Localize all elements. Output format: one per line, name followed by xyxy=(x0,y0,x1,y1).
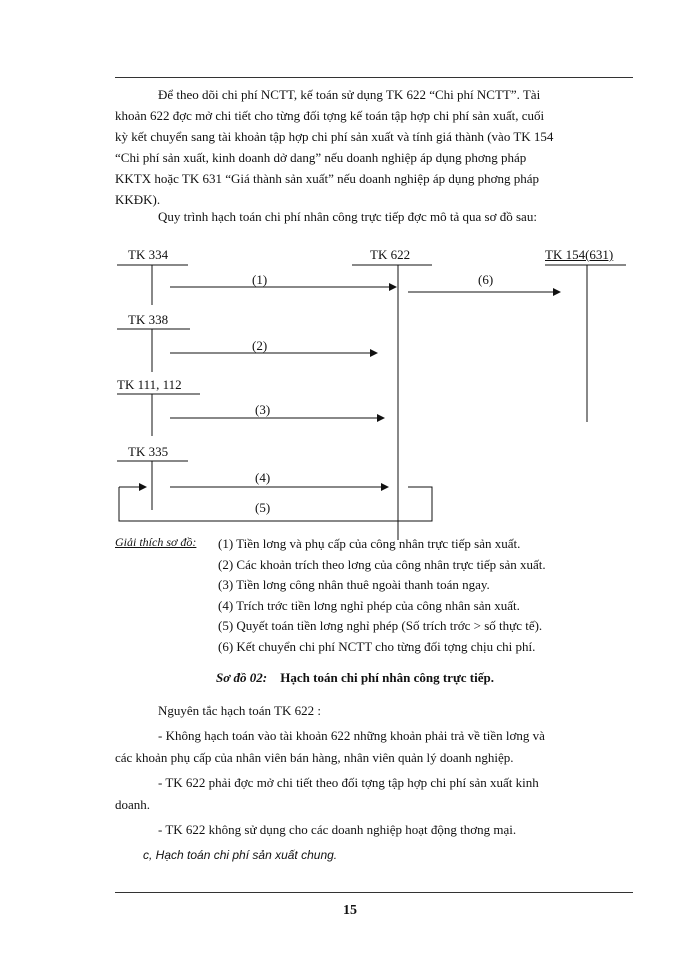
arrow-5-loop xyxy=(119,487,432,521)
flow-label-1: (1) xyxy=(252,272,268,287)
caption-title: Hạch toán chi phí nhân công trực tiếp. xyxy=(280,670,494,685)
paragraph-line: “Chi phí sản xuất, kinh doanh dở dang” nếu doanh nghiệp áp dụng phơng pháp xyxy=(115,150,527,165)
explanation-item: (4) Trích trớc tiền lơng nghỉ phép của công nhân sản xuất. xyxy=(218,597,520,613)
principles-line: - Không hạch toán vào tài khoản 622 những khoản phải trả về tiền lơng và xyxy=(158,728,545,743)
flow-label-6: (6) xyxy=(478,272,494,287)
paragraph-line: KKTX hoặc TK 631 “Giá thành sản xuất” nếu doanh nghiệp áp dụng phơng pháp xyxy=(115,171,539,186)
paragraph-line: khoản 622 đợc mở chi tiết cho từng đối tợng kế toán tập hợp chi phí sản xuất, cuối xyxy=(115,108,545,123)
explanation-item: (5) Quyết toán tiền lơng nghỉ phép (Số trích trớc > số thực tế). xyxy=(218,618,543,634)
account-tk154: TK 154(631) xyxy=(545,247,614,262)
explanation-title: Giải thích sơ đồ: xyxy=(115,535,197,549)
principles-line: doanh. xyxy=(115,797,151,812)
paragraph-line: kỳ kết chuyển sang tài khoản tập hợp chi phí sản xuất và tính giá thành (vào TK 154 xyxy=(115,129,554,144)
flow-label-5: (5) xyxy=(255,500,271,515)
explanation-item: (6) Kết chuyển chi phí NCTT cho từng đối tợng chịu chi phí. xyxy=(218,638,536,654)
account-tk338: TK 338 xyxy=(128,312,169,327)
account-tk334: TK 334 xyxy=(128,247,169,262)
explanation-item: (3) Tiền lơng công nhân thuê ngoài thanh toán ngay. xyxy=(218,577,490,593)
flow-label-4: (4) xyxy=(255,470,271,485)
page-number: 15 xyxy=(343,903,357,918)
principles-heading: Nguyên tắc hạch toán TK 622 : xyxy=(158,703,321,718)
section-subheading: c, Hạch toán chi phí sản xuất chung. xyxy=(143,848,338,862)
principles-block xyxy=(115,700,635,841)
account-tk622: TK 622 xyxy=(370,247,411,262)
account-tk335: TK 335 xyxy=(128,444,169,459)
paragraph-line: KKĐK). xyxy=(115,192,161,207)
flow-label-2: (2) xyxy=(252,338,268,353)
paragraph-line: Để theo dõi chi phí NCTT, kế toán sử dụng TK 622 “Chi phí NCTT”. Tài xyxy=(158,87,541,102)
principles-line: - TK 622 phải đợc mở chi tiết theo đối tợng tập hợp chi phí sản xuất kinh xyxy=(158,775,539,790)
principles-line: - TK 622 không sử dụng cho các doanh nghiệp hoạt động thơng mại. xyxy=(158,822,517,837)
account-tk111: TK 111, 112 xyxy=(117,377,182,392)
flow-label-3: (3) xyxy=(255,402,271,417)
explanation-list xyxy=(218,534,546,658)
explanation-item: (2) Các khoản trích theo lơng của công nhân trực tiếp sản xuất. xyxy=(218,556,546,572)
footer-rule xyxy=(115,892,633,893)
principles-line: các khoản phụ cấp của nhân viên bán hàng, nhân viên quản lý doanh nghiệp. xyxy=(115,750,514,765)
paragraph-process: Quy trình hạch toán chi phí nhân công trực tiếp đợc mô tả qua sơ đồ sau: xyxy=(158,209,537,224)
diagram-caption xyxy=(216,670,494,686)
explanation-item: (1) Tiền lơng và phụ cấp của công nhân trực tiếp sản xuất. xyxy=(218,536,521,551)
caption-label: Sơ đồ 02: xyxy=(216,670,268,685)
